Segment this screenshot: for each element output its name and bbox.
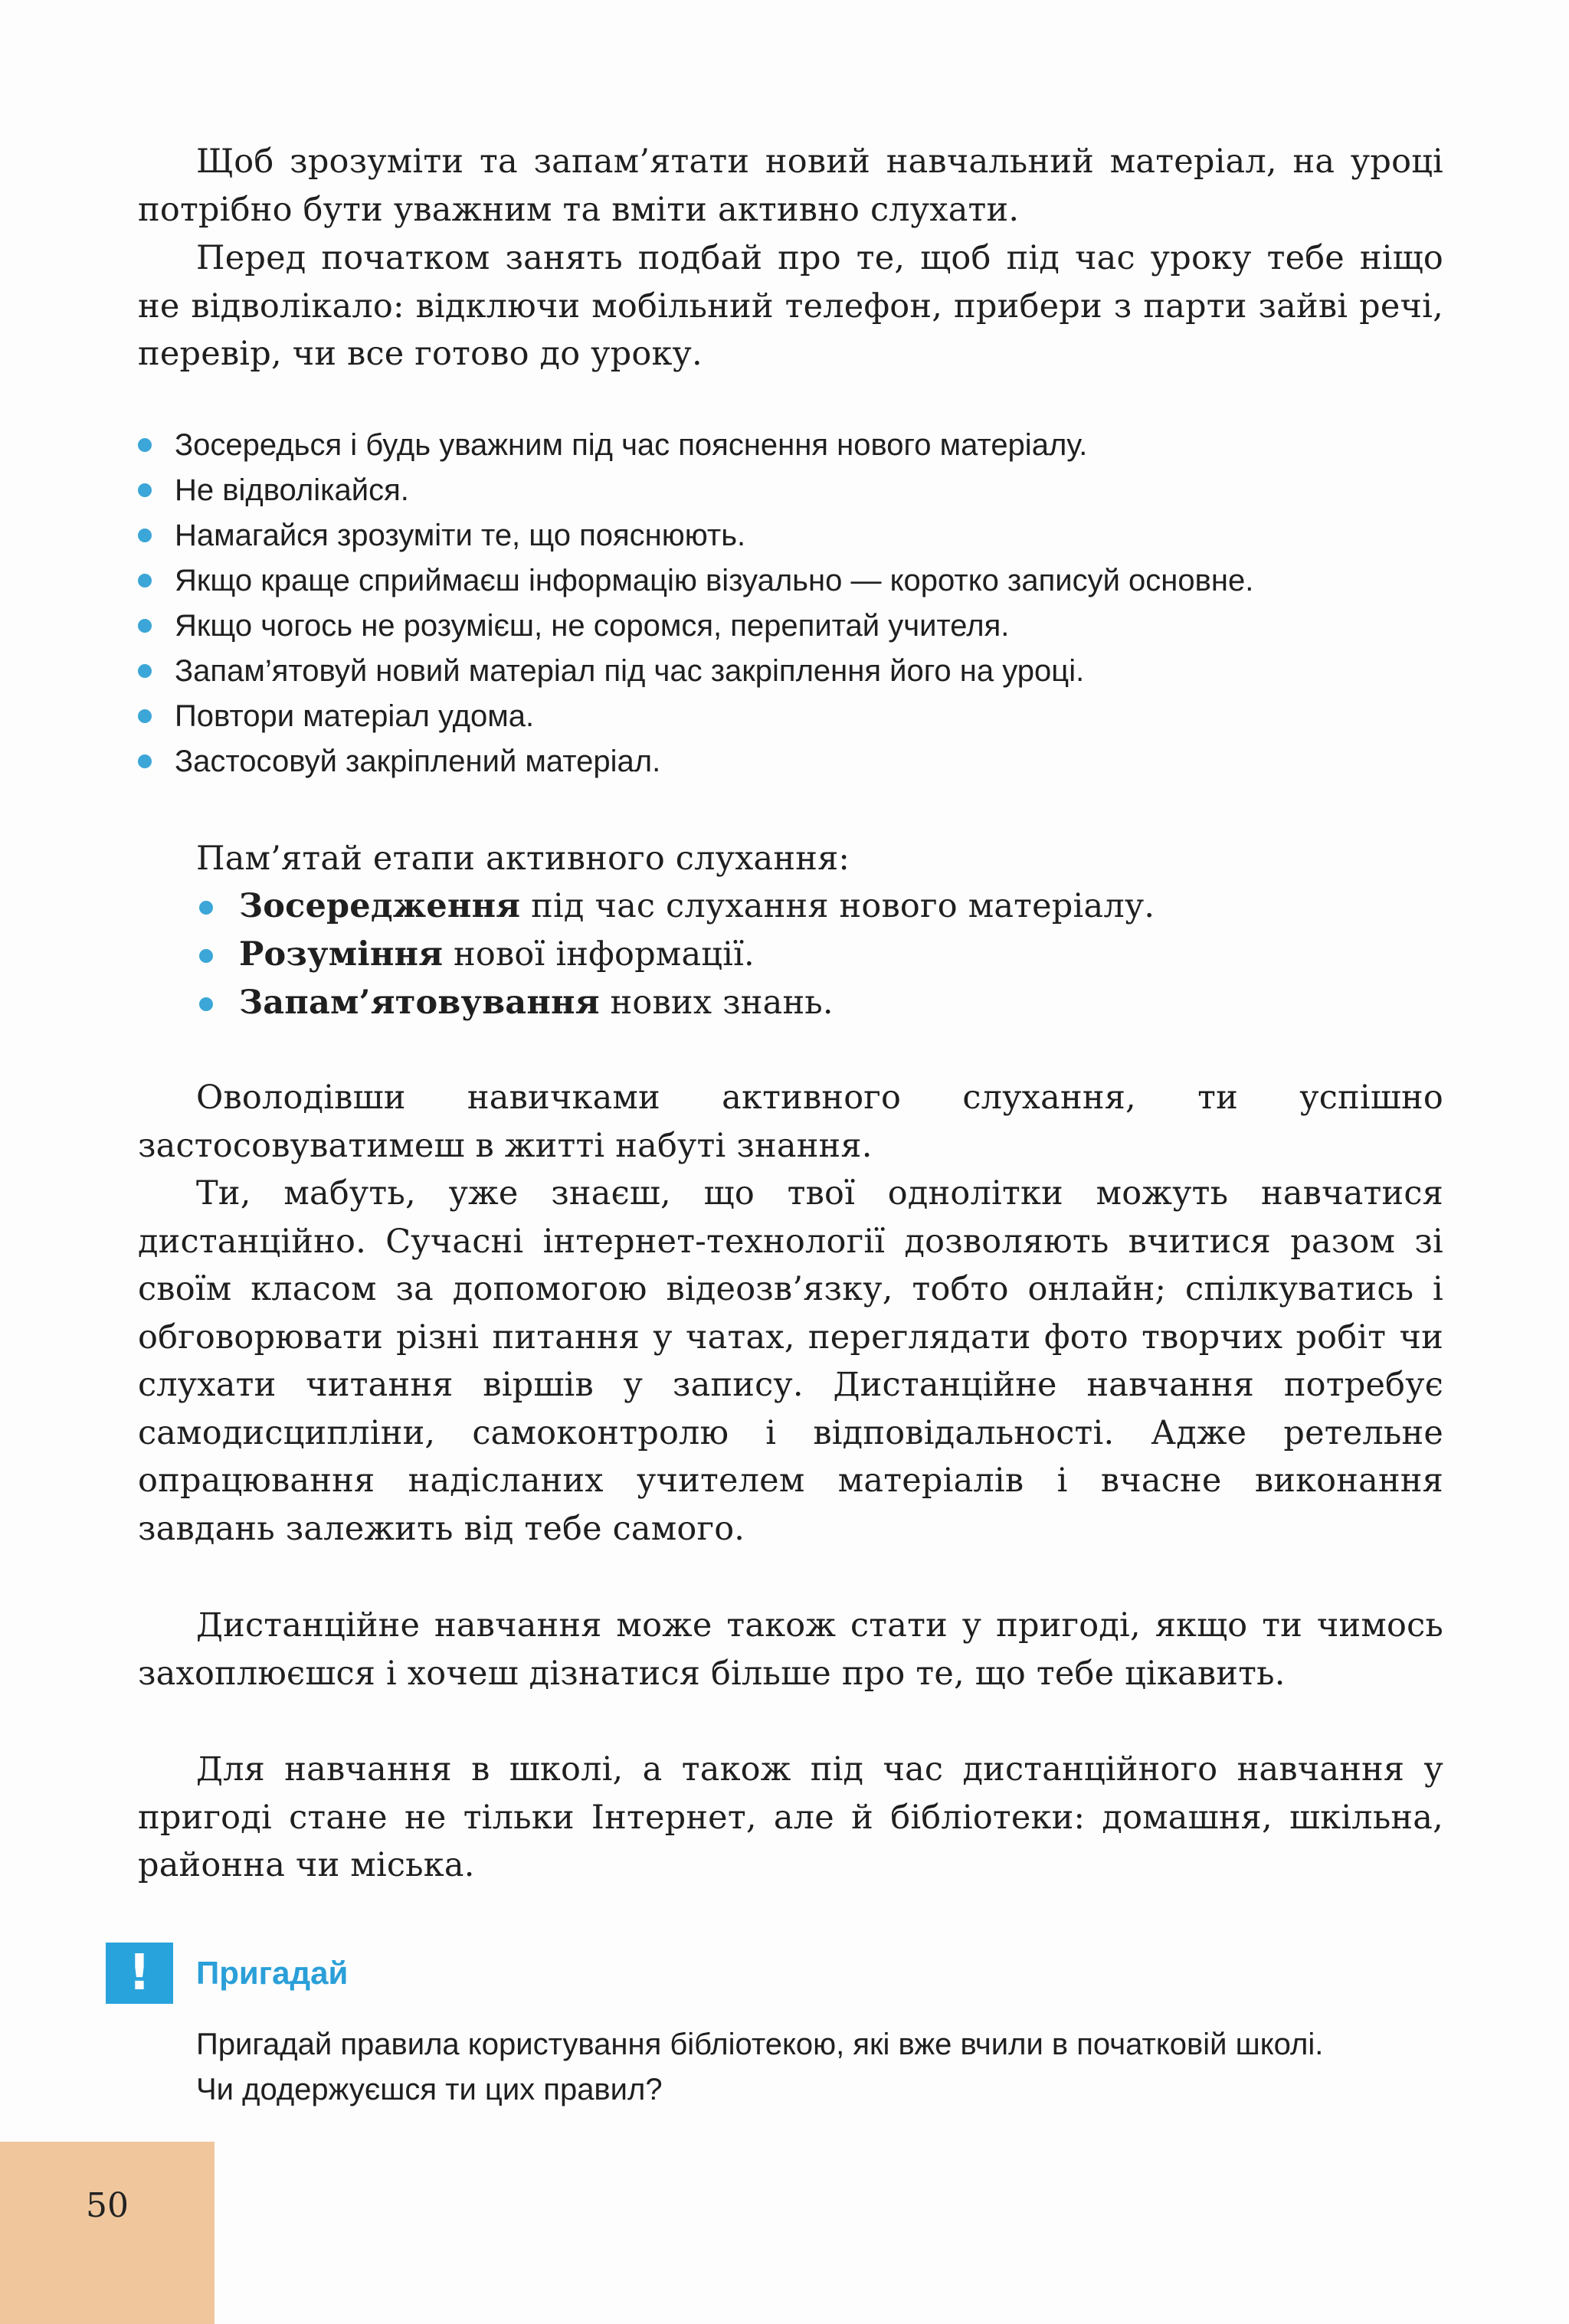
bullet-icon — [138, 483, 152, 497]
stage-term: Запам’ятовування — [239, 984, 600, 1022]
list-item — [135, 694, 1453, 739]
list-item — [196, 882, 1155, 931]
tip-text: Намагайся зрозуміти те, що пояснюють. — [175, 519, 746, 552]
bullet-icon — [138, 574, 152, 588]
bullet-icon — [138, 529, 152, 542]
page-number: 50 — [86, 2186, 129, 2225]
remember-line-1: Пригадай правила користування бібліотекою, які вже вчили в початковій школі. — [196, 2028, 1324, 2061]
body-paragraph-3: Дистанційне навчання може також стати у пригоді, якщо ти чимось захоплюєшся і хочеш дізнатися більше про те, що тебе цікавить. — [138, 1606, 1443, 1693]
list-item — [196, 979, 1155, 1027]
exclamation-icon: ! — [106, 1943, 173, 2004]
list-item — [135, 649, 1453, 694]
tip-text: Зосередься і будь уважним під час пояснення нового матеріалу. — [175, 428, 1088, 462]
stages-heading: Пам’ятай етапи активного слухання: — [196, 840, 850, 878]
stage-description: нових знань. — [599, 984, 834, 1022]
stage-description: нової інформації. — [443, 935, 755, 974]
bullet-icon — [138, 438, 152, 452]
bullet-icon — [138, 754, 152, 768]
bullet-icon — [199, 949, 213, 963]
list-item — [135, 423, 1453, 468]
body-paragraph-4: Для навчання в школі, а також під час дистанційного навчання у пригоді стане не тільки Інтернет, але й бібліотеки: домашня, шкільна, районна чи міська. — [138, 1750, 1443, 1884]
tip-text: Не відволікайся. — [175, 473, 409, 507]
list-item — [196, 931, 1155, 979]
intro-paragraph-1: Щоб зрозуміти та запам’ятати новий навчальний матеріал, на уроці потрібно бути уважним та вміти активно слухати. — [138, 142, 1443, 229]
list-item — [135, 604, 1453, 649]
intro-paragraph-2: Перед початком занять подбай про те, щоб під час уроку тебе ніщо не відволікало: відключи мобільний телефон, прибери з парти зайві речі, перевір, чи все готово до уроку. — [138, 239, 1443, 373]
list-item — [135, 558, 1453, 604]
list-item — [135, 513, 1453, 558]
remember-heading: Пригадай — [196, 1955, 349, 1991]
listening-tips-list — [135, 423, 1453, 784]
tip-text: Якщо краще сприймаєш інформацію візуально — коротко записуй основне. — [175, 564, 1254, 597]
list-item — [135, 468, 1453, 513]
tip-text: Якщо чогось не розумієш, не соромся, перепитай учителя. — [175, 609, 1010, 643]
listening-stages-list — [196, 882, 1155, 1027]
page-number-tab — [0, 2142, 215, 2324]
stage-description: під час слухання нового матеріалу. — [520, 887, 1155, 925]
tip-text: Повтори матеріал удома. — [175, 699, 535, 733]
stage-term: Зосередження — [239, 887, 521, 925]
bullet-icon — [138, 709, 152, 723]
bullet-icon — [199, 901, 213, 915]
stage-term: Розуміння — [239, 935, 444, 974]
remember-text — [196, 2022, 1468, 2113]
tip-text: Застосовуй закріплений матеріал. — [175, 745, 661, 778]
body-paragraph-1: Оволодівши навичками активного слухання, ти успішно застосовуватимеш в житті набуті знання. — [138, 1079, 1443, 1165]
body-paragraph-2: Ти, мабуть, уже знаєш, що твої однолітки можуть навчатися дистанційно. Сучасні інтернет-технології дозволяють вчитися разом зі своїм класом за допомогою відеозв’язку, тобто онлайн; спілкуватись і обговорювати різні питання у чатах, переглядати фото творчих робіт чи слухати читання віршів у запису. Дистанційне навчання потребує самодисципліни, самоконтролю і відповідальності. Адже ретельне опрацювання надісланих учителем матеріалів і вчасне виконання завдань залежить від тебе самого. — [138, 1174, 1443, 1548]
bullet-icon — [138, 619, 152, 633]
tip-text: Запам’ятовуй новий матеріал під час закріплення його на уроці. — [175, 654, 1085, 688]
bullet-icon — [199, 997, 213, 1011]
list-item — [135, 739, 1453, 784]
bullet-icon — [138, 664, 152, 678]
remember-line-2: Чи додержуєшся ти цих правил? — [196, 2073, 663, 2106]
